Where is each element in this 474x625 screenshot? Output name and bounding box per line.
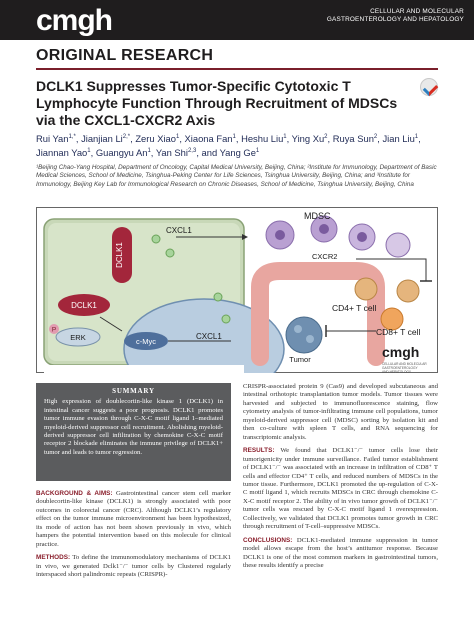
cxcl1-dot: [152, 235, 160, 243]
summary-box: [36, 383, 231, 481]
background-text: Gastrointestinal cancer stem cell marker doublecortin-like kinase (DCLK1) is strongly associated with poor outcomes in colorectal cancer (CRC). Although DCLK1’s regulatory effect on the tumor immune microenvironment has been hypothesized, its mode of action has not been shown previously in vivo, which hampers the potential intervention based on this molecule for clinical practice.: [36, 490, 231, 548]
cxcl1-dot: [222, 315, 230, 323]
mdsc-label: MDSC: [304, 211, 331, 221]
article-title: DCLK1 Suppresses Tumor-Specific Cytotoxic T Lymphocyte Function Through Recruitment of MDSCs via the CXCL1-CXCR2 Axis: [36, 78, 398, 128]
author-name[interactable]: Guangyu An: [95, 147, 148, 159]
results-paragraph: [243, 447, 438, 532]
cxcl1-nucleus-label: CXCL1: [196, 332, 222, 341]
tumor-mass: [286, 317, 322, 353]
mdsc-cell: [386, 233, 410, 257]
crossmark-icon[interactable]: [420, 78, 438, 96]
cxcr2-label: CXCR2: [312, 252, 338, 261]
author-name[interactable]: Zeru Xiao: [135, 133, 176, 145]
mdsc-nucleus: [275, 230, 285, 240]
background-paragraph: [36, 490, 231, 549]
methods-text: To define the immunomodulatory mechanisms of DCLK1 in vivo, we generated Dclk1⁻/⁻ tumor cells by Clustered regularly interspaced short palindromic repeats (CRISPR)-: [36, 554, 231, 579]
cxcl1-dot: [166, 249, 174, 257]
figure-mask: [44, 365, 244, 373]
journal-header: [0, 0, 474, 40]
tumor-texture: [306, 335, 314, 343]
right-column: [243, 383, 438, 576]
affiliations: ¹Beijing Chao-Yang Hospital, Department of Oncology, Capital Medical University, Beijing, China; ²Institute for Immunology, Department of Basic Medical Sciences, School of Medicine, Tsinghua-Peking Center for Life Sciences, Tsinghua University, Beijing, China; and ³Institute for Immunology, Beijing Key Lab for Immunological Research on Chronic Diseases, School of Medicine, Tsinghua University, Beijing, China: [36, 164, 437, 188]
phospho-label: P: [51, 326, 57, 334]
mdsc-nucleus: [357, 232, 367, 242]
cd4-label: CD4+ T cell: [332, 303, 377, 313]
methods-paragraph: [36, 554, 231, 579]
conclusions-label: CONCLUSIONS:: [243, 536, 293, 544]
cd8-label: CD8+ T cell: [376, 327, 421, 337]
author-affiliation-marker: 1,*: [68, 134, 76, 140]
conclusions-text: DCLK1-mediated immune suppression in tumor model allows escape from the host’s antitumor response. Because DCLK1 is one of the most common markers in gastrointestinal tumors, these results identify a precise: [243, 536, 439, 570]
author-affiliation-marker: 1: [255, 148, 260, 155]
journal-name-line1: CELLULAR AND MOLECULAR: [370, 8, 464, 15]
author-affiliation-marker: 2,*: [122, 134, 131, 140]
cxcl1-dot: [214, 293, 222, 301]
cd4-t-cell: [355, 278, 377, 300]
author-affiliation-marker: 2: [373, 134, 378, 140]
left-column: [36, 490, 231, 585]
cmyc-label: c-Myc: [136, 337, 156, 346]
author-affiliation-marker: 1: [232, 134, 236, 140]
author-affiliation-marker: 1: [147, 148, 151, 155]
erk-label: ERK: [70, 333, 86, 342]
section-divider: [36, 68, 438, 70]
journal-name: [327, 8, 464, 24]
methods-label: METHODS:: [36, 554, 71, 562]
summary-text: High expression of doublecortin-like kinase 1 (DCLK1) in intestinal cancer suggests a poor prognosis. DCLK1 promotes tumor immune evasion through C-X-C motif ligand 1–mediated myeloid-derived suppressor cell recruitment. Abolishing myeloid-derived suppressor cell infiltration by chemokine C-X-C motif receptor 2 blockade eliminates the immune privilege of DCLK1+ tumor and leads to tumor regression.: [44, 398, 223, 456]
tumor-texture: [294, 325, 302, 333]
journal-name-line2: GASTROENTEROLOGY AND HEPATOLOGY: [326, 16, 464, 23]
author-name[interactable]: Ruya Sun: [332, 133, 374, 145]
author-affiliation-marker: 1: [414, 134, 419, 140]
author-name[interactable]: Rui Yan: [36, 133, 69, 145]
author-name[interactable]: Jiannan Yao: [36, 147, 88, 159]
section-label: ORIGINAL RESEARCH: [36, 47, 214, 64]
author-name[interactable]: Heshu Liu: [241, 133, 284, 145]
methods-continued: CRISPR-associated protein 9 (Cas9) and developed subcutaneous and intestinal orthotopic transplantation tumor models. Tumor tissues were harvested and subjected to immunofluorescence staining, flow cytometry analysis of tumor-infiltrating immune cell populations, tumor myeloid-derived suppressor cell (MDSC) sorting by isolation kit and then co-culture with spleen T cells, and RNA sequencing for transcriptomic analysis.: [243, 383, 438, 441]
author-list: Rui Yan$^{1,*}$, Jianjian $Li^{2,*}$, Zeru Xiao$^1$, Xiaona Fan$^1$, Heshu Liu$^1$, Ying Xu$^2$, Ruya Sun$^2$, Jian Liu$^1$, Jiannan Yao$^1$, Guangyu An$^1$, Yan Shi$^{2,3}$, and Yang Ge$^1$: [36, 133, 421, 159]
author-affiliation-marker: 1: [175, 134, 180, 140]
journal-logo: cmgh: [36, 4, 113, 37]
author-affiliation-marker: 2: [324, 134, 328, 140]
figure-logo-sub1: CELLULAR AND MOLECULAR: [382, 362, 427, 366]
author-name[interactable]: and Yang Ge: [201, 147, 256, 159]
mdsc-nucleus: [319, 224, 329, 234]
dclk1-vertical-label: DCLK1: [115, 242, 124, 268]
author-name[interactable]: Yan Shi: [155, 147, 188, 159]
background-label: BACKGROUND & AIMS:: [36, 490, 113, 497]
results-text: We found that DCLK1⁻/⁻ tumor cells lose their tumorigenicity under immune surveillance. Failed tumor establishment of DCLK1⁻/⁻ was associated with an increase in infiltration of CD8⁺ T cells and effector CD4⁺ T cells, and reduced numbers of MDSCs in the tumor tissue. Furthermore, DCLK1 promoted the up-regulation of C-X-C motif ligand 1, which recruits MDSCs in CRC through chemokine C-X-C motif receptor 2. The ability of in vivo tumor growth of DCLK1⁻/⁻ tumor cells was rescued by C-X-C motif ligand 1 overexpression. Collectively, we validated that DCLK1 promotes tumor growth in CRC through recruitment of T-cell–suppressive MDSCs.: [243, 447, 438, 531]
author-name[interactable]: Ying Xu: [291, 133, 325, 145]
results-label: RESULTS:: [243, 447, 275, 455]
conclusions-paragraph: [243, 537, 438, 571]
summary-heading: SUMMARY: [112, 387, 155, 395]
cd4-t-cell: [397, 280, 419, 302]
author-name[interactable]: Jian Liu: [382, 133, 415, 145]
cxcl1-top-label: CXCL1: [166, 226, 192, 235]
author-affiliation-marker: 1: [87, 148, 91, 155]
figure-logo: cmgh: [382, 344, 420, 360]
tumor-label: Tumor: [289, 355, 311, 364]
dclk1-cyto-label: DCLK1: [71, 301, 97, 310]
figure-logo-sub2: GASTROENTEROLOGY: [382, 366, 418, 370]
author-name[interactable]: Xiaona Fan: [184, 133, 233, 145]
author-affiliation-marker: 1: [283, 134, 287, 140]
author-affiliation-marker: 2,3: [187, 148, 197, 155]
graphical-abstract: [36, 207, 438, 373]
author-name[interactable]: Jianjian Li: [81, 133, 123, 145]
figure-logo-sub3: AND HEPATOLOGY: [382, 370, 412, 373]
